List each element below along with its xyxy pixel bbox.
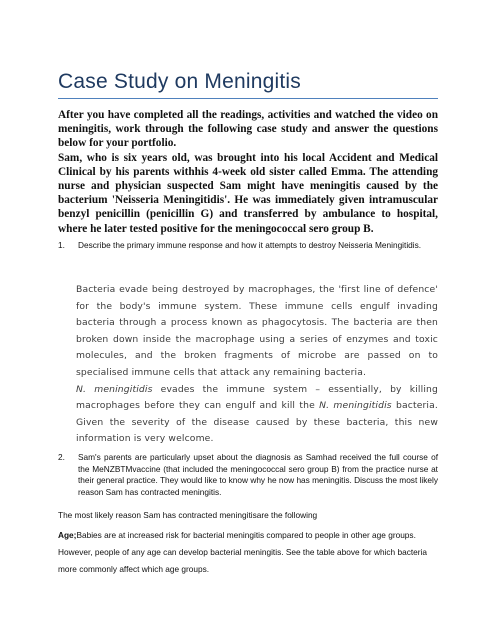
answer-1 bbox=[76, 282, 438, 448]
answer-text: evades the immune system – essentially, by killing macrophages before they can engulf and kill the bbox=[76, 383, 438, 412]
question-number: 2. bbox=[58, 452, 65, 462]
age-text: Babies are at increased risk for bacterial meningitis compared to people in other age groups. However, people of any age can develop bacterial meningitis. See the table above for which bacteria more commonly affect which age groups. bbox=[58, 530, 427, 574]
answer-2-intro: The most likely reason Sam has contracted meningitisare the following bbox=[58, 510, 318, 520]
answer-1-paragraph-1: Bacteria evade being destroyed by macrophages, the 'first line of defence' for the body's immune system. These immune cells engulf invading bacteria through a process known as phagocytosis. The bacteria are then broken down inside the macrophage using a series of enzymes and toxic molecules, and the broken fragments of microbe are passed on to specialised immune cells that attack any remaining bacteria. bbox=[76, 284, 438, 378]
answer-text: bacteria. Given the severity of the disease caused by these bacteria, this new information is very welcome. bbox=[76, 400, 438, 445]
italic-term: N. meningitidis bbox=[76, 383, 153, 395]
page-title: Case Study on Meningitis bbox=[58, 70, 301, 93]
intro-instructions: After you have completed all the readings, activities and watched the video on meningitis, work through the following case study and answer the questions below for your portfolio. bbox=[58, 109, 438, 150]
question-2 bbox=[58, 452, 438, 498]
italic-term: N. meningitidis bbox=[319, 400, 392, 412]
intro-section bbox=[58, 108, 438, 236]
question-text: Sam's parents are particularly upset about the diagnosis as Samhad received the full course of the MeNZBTMvaccine (that included the meningococcal sero group B) from the practice nurse at their general practice. They would like to know why he now has meningitis. Discuss the most likely reason Sam has contracted meningitis. bbox=[78, 452, 439, 497]
answer-1-paragraph-2 bbox=[76, 382, 438, 448]
question-text: Describe the primary immune response and how it attempts to destroy Neisseria Meningitidis. bbox=[78, 240, 422, 250]
title-underline bbox=[58, 98, 438, 99]
question-number: 1. bbox=[58, 240, 65, 250]
age-section bbox=[58, 527, 438, 578]
question-1 bbox=[58, 240, 438, 252]
intro-case-description: Sam, who is six years old, was brought into his local Accident and Medical Clinical by his parents withhis 4-week old sister called Emma. The attending nurse and physician suspected Sam might have meningitis caused by the bacterium 'Neisseria Meningitidis'. He was immediately given intramuscular benzyl penicillin (penicillin G) and transferred by ambulance to hospital, where he later tested positive for the meningococcal sero group B. bbox=[58, 151, 438, 235]
age-label: Age; bbox=[58, 530, 77, 540]
